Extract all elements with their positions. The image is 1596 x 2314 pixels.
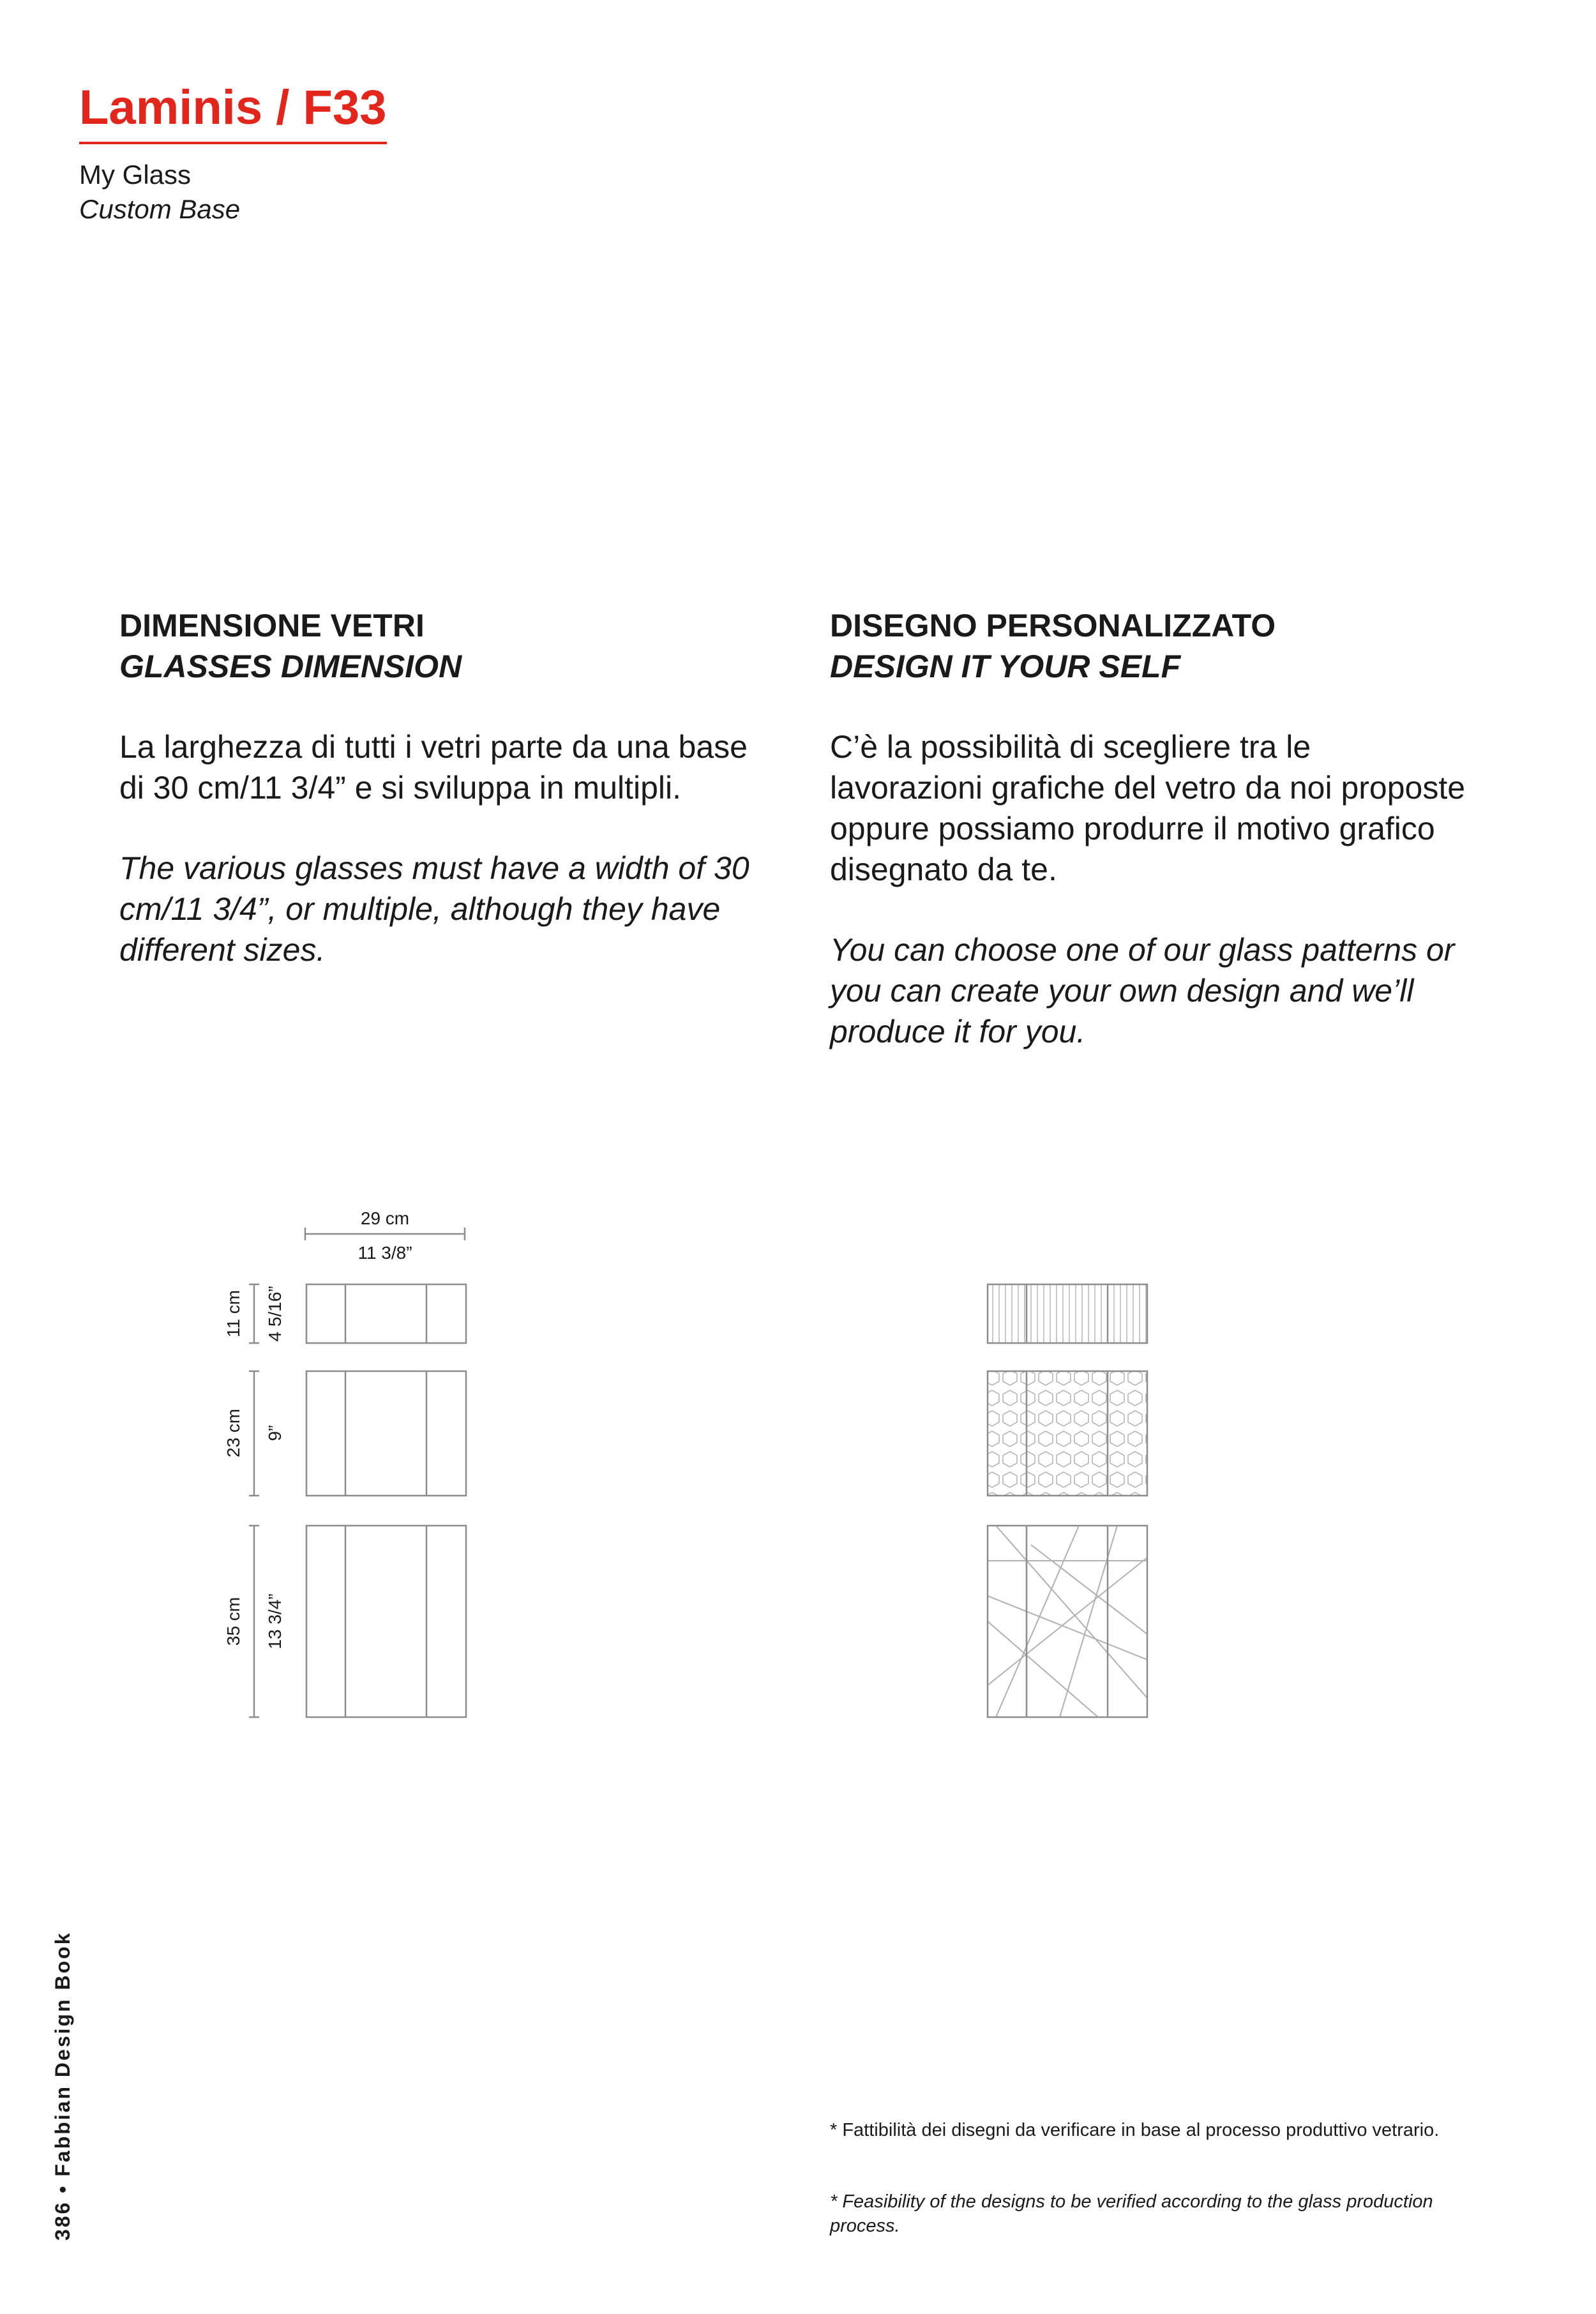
pattern-example-small [988,1284,1147,1343]
subtitle-custom-base: Custom Base [79,194,241,224]
section-heading-it: DISEGNO PERSONALIZZATO [830,608,1276,643]
body-text-en: You can choose one of our glass patterns or you can create your own design and we’ll produce it for you. [830,932,1455,1049]
medium-in-label: 9” [265,1425,285,1441]
small-cm-label: 11 cm [223,1289,243,1338]
body-text-it: C’è la possibilità di scegliere tra le lavorazioni grafiche del vetro da noi proposte oppure possiamo produrre il motivo grafico disegnato da te. [830,729,1466,887]
pattern-example-large [988,1526,1147,1717]
page-number-label: 386 • Fabbian Design Book [51,1931,74,2241]
medium-cm-label: 23 cm [223,1408,243,1458]
width-in-label: 11 3/8” [358,1243,412,1263]
large-in-label: 13 3/4” [265,1593,285,1649]
large-cm-label: 35 cm [223,1597,243,1646]
glass-medium-outline [306,1371,466,1496]
subtitle-my-glass: My Glass [79,160,192,190]
footnote-it: * Fattibilità dei disegni da verificare in base al processo produttivo vetrario. [830,2120,1440,2140]
section-heading-it: DIMENSIONE VETRI [119,608,425,643]
page-title: Laminis / F33 [79,80,387,144]
footnote-en: * Feasibility of the designs to be verified according to the glass production process. [830,2191,1433,2236]
width-cm-label: 29 cm [360,1208,410,1228]
small-in-label: 4 5/16” [265,1286,285,1342]
pattern-example-medium [988,1371,1147,1496]
section-heading-en: GLASSES DIMENSION [119,649,462,684]
body-text-en: The various glasses must have a width of 30 cm/11 3/4”, or multiple, although they have different sizes. [119,850,749,968]
glass-small-outline [306,1284,466,1343]
glass-large-outline [306,1526,466,1717]
section-heading-en: DESIGN IT YOUR SELF [830,649,1181,684]
body-text-it: La larghezza di tutti i vetri parte da una base di 30 cm/11 3/4” e si sviluppa in multipli. [119,729,748,806]
